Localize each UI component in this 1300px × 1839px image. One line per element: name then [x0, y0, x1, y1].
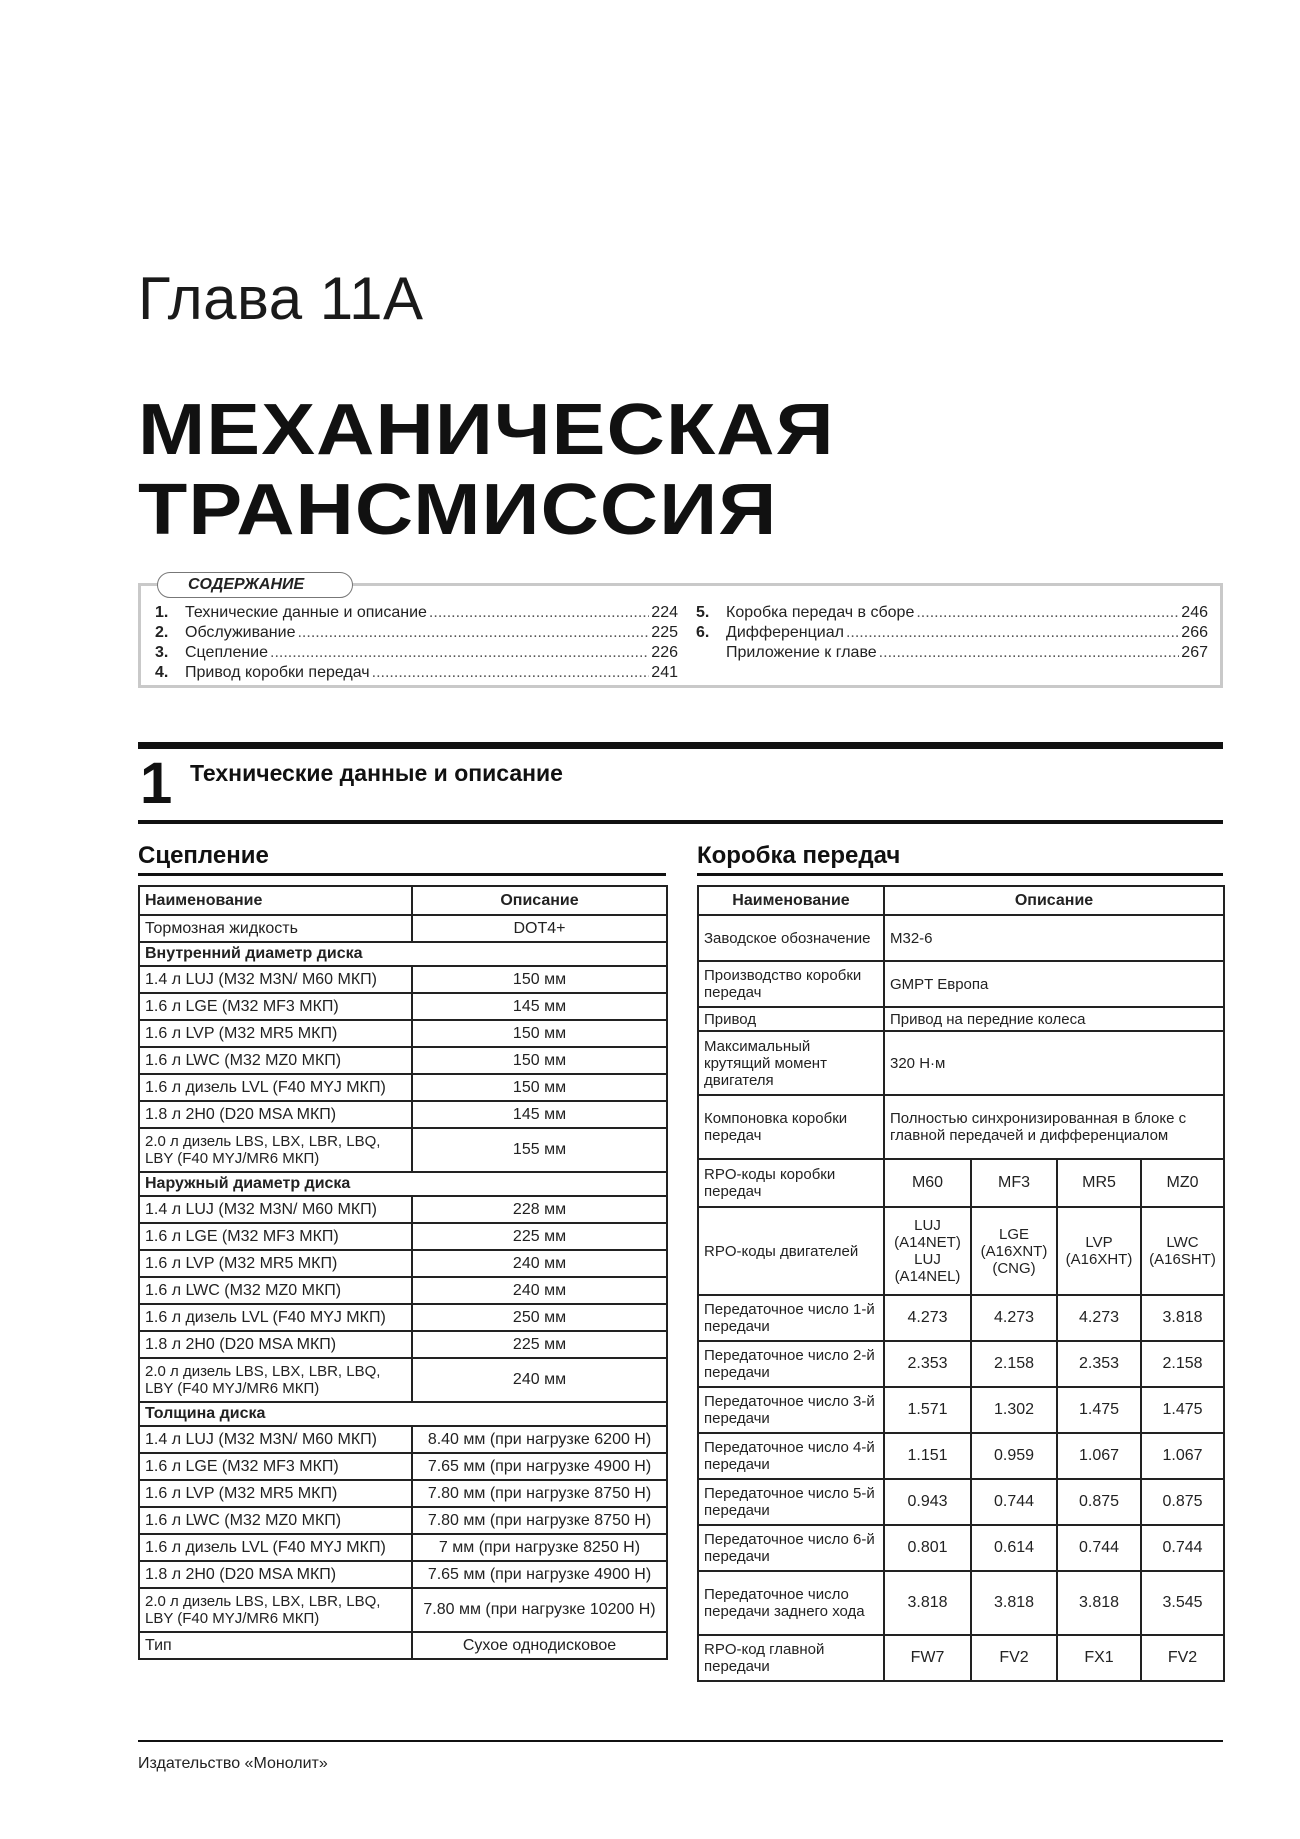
gearbox-cell-value: 3.818 [1141, 1295, 1224, 1341]
clutch-cell-name: 1.6 л LGE (M32 MF3 МКП) [139, 1453, 412, 1480]
clutch-cell-value: 150 мм [412, 1074, 667, 1101]
gearbox-cell-name: Производство коробки передач [698, 961, 884, 1007]
gearbox-cell-value: MZ0 [1141, 1159, 1224, 1207]
gearbox-cell-value: LGE (A16XNT) (CNG) [971, 1207, 1057, 1295]
section-title: Технические данные и описание [190, 760, 563, 786]
gearbox-cell-value: FV2 [1141, 1635, 1224, 1681]
clutch-group-row [139, 1172, 667, 1196]
gearbox-cell-name: Передаточное число 4-й передачи [698, 1433, 884, 1479]
gearbox-cell-value: 4.273 [971, 1295, 1057, 1341]
clutch-cell-value: 150 мм [412, 1047, 667, 1074]
publisher-footer: Издательство «Монолит» [138, 1755, 328, 1772]
gearbox-cell-value: 1.475 [1057, 1387, 1141, 1433]
clutch-table-row [139, 1534, 667, 1561]
gearbox-cell-value: 2.158 [971, 1341, 1057, 1387]
gearbox-cell-value: 0.875 [1141, 1479, 1224, 1525]
clutch-cell-value: 250 мм [412, 1304, 667, 1331]
gearbox-header-description: Описание [884, 886, 1224, 915]
gearbox-table-row [698, 1571, 1224, 1635]
gearbox-cell-value: LVP (A16XHT) [1057, 1207, 1141, 1295]
gearbox-cell-name: Передаточное число 2-й передачи [698, 1341, 884, 1387]
clutch-cell-name: 1.6 л дизель LVL (F40 MYJ МКП) [139, 1074, 412, 1101]
toc-item-number: 6. [696, 624, 710, 641]
toc-column-left [155, 604, 678, 684]
gearbox-cell-value: 0.614 [971, 1525, 1057, 1571]
clutch-cell-name: 1.6 л LVP (M32 MR5 МКП) [139, 1480, 412, 1507]
toc-item[interactable] [155, 664, 678, 684]
toc-item-title: Сцепление [185, 644, 269, 661]
gearbox-cell-value: 2.353 [1057, 1341, 1141, 1387]
clutch-table-header [139, 886, 667, 915]
clutch-header-description: Описание [412, 886, 667, 915]
gearbox-table-row [698, 1635, 1224, 1681]
gearbox-table-row [698, 915, 1224, 961]
gearbox-cell-value: 0.744 [1141, 1525, 1224, 1571]
clutch-group-row [139, 1402, 667, 1426]
clutch-table-row [139, 966, 667, 993]
clutch-cell-value: Сухое однодисковое [412, 1632, 667, 1659]
toc-item[interactable] [696, 624, 1208, 644]
gearbox-cell-value: 0.744 [971, 1479, 1057, 1525]
clutch-table-row [139, 1047, 667, 1074]
clutch-table-row [139, 1223, 667, 1250]
gearbox-cell-name: Компоновка коробки передач [698, 1095, 884, 1159]
clutch-cell-value: 145 мм [412, 1101, 667, 1128]
gearbox-table-row [698, 1433, 1224, 1479]
chapter-title-line-2: ТРАНСМИССИЯ [138, 470, 778, 550]
toc-item[interactable] [155, 604, 678, 624]
toc-item-page: 225 [651, 624, 678, 641]
clutch-table-row [139, 1331, 667, 1358]
clutch-table-row [139, 1020, 667, 1047]
clutch-table-row [139, 1304, 667, 1331]
clutch-cell-name: 1.4 л LUJ (M32 M3N/ M60 МКП) [139, 1196, 412, 1223]
gearbox-cell-name: Заводское обозначение [698, 915, 884, 961]
clutch-cell-value: 150 мм [412, 966, 667, 993]
toc-item-title: Обслуживание [185, 624, 296, 641]
footer-rule [138, 1740, 1223, 1742]
clutch-cell-name: Тип [139, 1632, 412, 1659]
clutch-cell-name: 1.6 л дизель LVL (F40 MYJ МКП) [139, 1304, 412, 1331]
clutch-cell-name: Тормозная жидкость [139, 915, 412, 942]
toc-item-page: 226 [651, 644, 678, 661]
clutch-cell-value: 240 мм [412, 1250, 667, 1277]
toc-item-leader [297, 624, 649, 642]
toc-item[interactable] [696, 604, 1208, 624]
clutch-cell-value: 240 мм [412, 1277, 667, 1304]
gearbox-heading: Коробка передач [697, 842, 901, 869]
toc-item-leader [846, 624, 1179, 642]
clutch-table-row [139, 915, 667, 942]
toc-item-title: Привод коробки передач [185, 664, 370, 681]
toc-item-title: Дифференциал [726, 624, 844, 641]
toc-item-page: 241 [651, 664, 678, 681]
chapter-title [138, 390, 835, 550]
gearbox-table-row [698, 1525, 1224, 1571]
gearbox-table [697, 885, 1225, 1682]
toc-column-right [696, 604, 1208, 664]
clutch-table-row [139, 1632, 667, 1659]
toc-item[interactable] [155, 624, 678, 644]
toc-label: СОДЕРЖАНИЕ [157, 572, 353, 598]
clutch-cell-name: 1.6 л LVP (M32 MR5 МКП) [139, 1020, 412, 1047]
clutch-cell-name: 1.8 л 2H0 (D20 MSA МКП) [139, 1331, 412, 1358]
gearbox-cell-name: RPO-коды коробки передач [698, 1159, 884, 1207]
gearbox-cell-value: 3.818 [971, 1571, 1057, 1635]
clutch-cell-value: 155 мм [412, 1128, 667, 1172]
clutch-cell-value: 8.40 мм (при нагрузке 6200 Н) [412, 1426, 667, 1453]
gearbox-cell-name: Передаточное число 3-й передачи [698, 1387, 884, 1433]
gearbox-cell-value: 1.067 [1141, 1433, 1224, 1479]
gearbox-heading-rule [697, 873, 1223, 876]
toc-item-leader [270, 644, 649, 662]
clutch-table-row [139, 1074, 667, 1101]
clutch-cell-value: 7.65 мм (при нагрузке 4900 Н) [412, 1453, 667, 1480]
gearbox-cell-value: 4.273 [884, 1295, 971, 1341]
clutch-cell-value: DOT4+ [412, 915, 667, 942]
gearbox-cell-value: M32-6 [884, 915, 1224, 961]
section-number: 1 [140, 751, 173, 816]
clutch-table-row [139, 1250, 667, 1277]
gearbox-cell-name: Привод [698, 1007, 884, 1031]
clutch-heading-rule [138, 873, 666, 876]
gearbox-cell-value: 0.801 [884, 1525, 971, 1571]
gearbox-cell-name: RPO-код главной передачи [698, 1635, 884, 1681]
clutch-table-row [139, 1128, 667, 1172]
clutch-cell-value: 7.80 мм (при нагрузке 10200 Н) [412, 1588, 667, 1632]
clutch-table-row [139, 1561, 667, 1588]
gearbox-table-header [698, 886, 1224, 915]
clutch-cell-name: 1.8 л 2H0 (D20 MSA МКП) [139, 1561, 412, 1588]
gearbox-cell-value: FX1 [1057, 1635, 1141, 1681]
clutch-cell-name: 2.0 л дизель LBS, LBX, LBR, LBQ, LBY (F40 MYJ/MR6 МКП) [139, 1588, 412, 1632]
gearbox-cell-value: LUJ (A14NET) LUJ (A14NEL) [884, 1207, 971, 1295]
clutch-group-label: Внутренний диаметр диска [139, 942, 667, 966]
toc-item-number: 1. [155, 604, 169, 621]
gearbox-table-row [698, 1007, 1224, 1031]
gearbox-cell-value: 2.353 [884, 1341, 971, 1387]
clutch-header-name: Наименование [139, 886, 412, 915]
clutch-cell-name: 1.4 л LUJ (M32 M3N/ M60 МКП) [139, 966, 412, 993]
toc-item-title: Приложение к главе [726, 644, 877, 661]
clutch-table-row [139, 1196, 667, 1223]
gearbox-header-name: Наименование [698, 886, 884, 915]
gearbox-cell-name: RPO-коды двигателей [698, 1207, 884, 1295]
toc-item-leader [372, 664, 650, 682]
gearbox-cell-name: Передаточное число 6-й передачи [698, 1525, 884, 1571]
toc-item-title: Технические данные и описание [185, 604, 427, 621]
gearbox-table-row [698, 1479, 1224, 1525]
clutch-table-row [139, 1277, 667, 1304]
toc-item[interactable] [696, 644, 1208, 664]
gearbox-cell-value: 0.744 [1057, 1525, 1141, 1571]
gearbox-cell-value: FW7 [884, 1635, 971, 1681]
gearbox-cell-value: 1.302 [971, 1387, 1057, 1433]
clutch-cell-name: 2.0 л дизель LBS, LBX, LBR, LBQ, LBY (F40 MYJ/MR6 МКП) [139, 1128, 412, 1172]
toc-item-leader [429, 604, 649, 622]
clutch-cell-value: 7.80 мм (при нагрузке 8750 Н) [412, 1507, 667, 1534]
clutch-cell-value: 145 мм [412, 993, 667, 1020]
clutch-table-row [139, 1480, 667, 1507]
gearbox-cell-value: 320 Н·м [884, 1031, 1224, 1095]
section-rule-top [138, 742, 1223, 749]
clutch-table [138, 885, 668, 1660]
clutch-cell-name: 1.4 л LUJ (M32 M3N/ M60 МКП) [139, 1426, 412, 1453]
chapter-title-line-1: МЕХАНИЧЕСКАЯ [138, 390, 835, 470]
clutch-cell-name: 1.6 л LWC (M32 MZ0 МКП) [139, 1277, 412, 1304]
toc-item-number: 5. [696, 604, 710, 621]
gearbox-cell-value: 0.943 [884, 1479, 971, 1525]
gearbox-cell-value: 3.818 [884, 1571, 971, 1635]
gearbox-cell-name: Передаточное число 1-й передачи [698, 1295, 884, 1341]
gearbox-cell-value: 1.571 [884, 1387, 971, 1433]
gearbox-table-row [698, 1031, 1224, 1095]
gearbox-cell-value: 0.959 [971, 1433, 1057, 1479]
gearbox-cell-value: 1.067 [1057, 1433, 1141, 1479]
clutch-cell-value: 7 мм (при нагрузке 8250 Н) [412, 1534, 667, 1561]
toc-item-page: 246 [1181, 604, 1208, 621]
toc-item-page: 266 [1181, 624, 1208, 641]
gearbox-cell-value: 1.151 [884, 1433, 971, 1479]
gearbox-cell-value: Привод на передние колеса [884, 1007, 1224, 1031]
gearbox-table-row [698, 1341, 1224, 1387]
clutch-group-label: Толщина диска [139, 1402, 667, 1426]
clutch-cell-name: 2.0 л дизель LBS, LBX, LBR, LBQ, LBY (F40 MYJ/MR6 МКП) [139, 1358, 412, 1402]
gearbox-table-row [698, 1387, 1224, 1433]
clutch-cell-name: 1.6 л LWC (M32 MZ0 МКП) [139, 1507, 412, 1534]
gearbox-table-row [698, 1295, 1224, 1341]
gearbox-cell-value: 2.158 [1141, 1341, 1224, 1387]
clutch-cell-value: 228 мм [412, 1196, 667, 1223]
clutch-cell-name: 1.8 л 2H0 (D20 MSA МКП) [139, 1101, 412, 1128]
clutch-cell-name: 1.6 л LWC (M32 MZ0 МКП) [139, 1047, 412, 1074]
toc-item[interactable] [155, 644, 678, 664]
clutch-cell-value: 225 мм [412, 1223, 667, 1250]
gearbox-table-row [698, 961, 1224, 1007]
clutch-group-label: Наружный диаметр диска [139, 1172, 667, 1196]
gearbox-cell-value: GMPT Европа [884, 961, 1224, 1007]
clutch-cell-name: 1.6 л дизель LVL (F40 MYJ МКП) [139, 1534, 412, 1561]
gearbox-cell-value: 3.545 [1141, 1571, 1224, 1635]
clutch-cell-value: 150 мм [412, 1020, 667, 1047]
section-rule-bottom [138, 820, 1223, 824]
gearbox-cell-value: 0.875 [1057, 1479, 1141, 1525]
clutch-heading: Сцепление [138, 842, 269, 869]
gearbox-cell-name: Передаточное число 5-й передачи [698, 1479, 884, 1525]
clutch-cell-name: 1.6 л LGE (M32 MF3 МКП) [139, 993, 412, 1020]
clutch-cell-name: 1.6 л LGE (M32 MF3 МКП) [139, 1223, 412, 1250]
toc-item-leader [916, 604, 1179, 622]
clutch-table-row [139, 993, 667, 1020]
gearbox-cell-value: MR5 [1057, 1159, 1141, 1207]
clutch-cell-value: 7.80 мм (при нагрузке 8750 Н) [412, 1480, 667, 1507]
clutch-cell-name: 1.6 л LVP (M32 MR5 МКП) [139, 1250, 412, 1277]
gearbox-cell-value: Полностью синхронизированная в блоке с главной передачей и дифференциалом [884, 1095, 1224, 1159]
gearbox-cell-value: LWC (A16SHT) [1141, 1207, 1224, 1295]
toc-item-number: 4. [155, 664, 169, 681]
gearbox-table-row [698, 1207, 1224, 1295]
table-of-contents [138, 576, 1223, 688]
gearbox-cell-value: FV2 [971, 1635, 1057, 1681]
clutch-cell-value: 225 мм [412, 1331, 667, 1358]
gearbox-cell-value: 4.273 [1057, 1295, 1141, 1341]
gearbox-cell-value: 1.475 [1141, 1387, 1224, 1433]
clutch-table-row [139, 1507, 667, 1534]
gearbox-table-row [698, 1159, 1224, 1207]
clutch-group-row [139, 942, 667, 966]
toc-item-title: Коробка передач в сборе [726, 604, 915, 621]
clutch-table-row [139, 1358, 667, 1402]
gearbox-cell-name: Передаточное число передачи заднего хода [698, 1571, 884, 1635]
toc-item-leader [879, 644, 1180, 662]
chapter-label: Глава 11А [138, 265, 424, 332]
toc-item-number: 3. [155, 644, 169, 661]
gearbox-cell-value: MF3 [971, 1159, 1057, 1207]
clutch-table-row [139, 1426, 667, 1453]
toc-item-number: 2. [155, 624, 169, 641]
toc-item-page: 224 [651, 604, 678, 621]
clutch-cell-value: 240 мм [412, 1358, 667, 1402]
clutch-cell-value: 7.65 мм (при нагрузке 4900 Н) [412, 1561, 667, 1588]
gearbox-cell-value: M60 [884, 1159, 971, 1207]
clutch-table-row [139, 1101, 667, 1128]
clutch-table-row [139, 1588, 667, 1632]
gearbox-cell-name: Максимальный крутящий момент двигателя [698, 1031, 884, 1095]
gearbox-cell-value: 3.818 [1057, 1571, 1141, 1635]
toc-item-page: 267 [1181, 644, 1208, 661]
gearbox-table-row [698, 1095, 1224, 1159]
clutch-table-row [139, 1453, 667, 1480]
